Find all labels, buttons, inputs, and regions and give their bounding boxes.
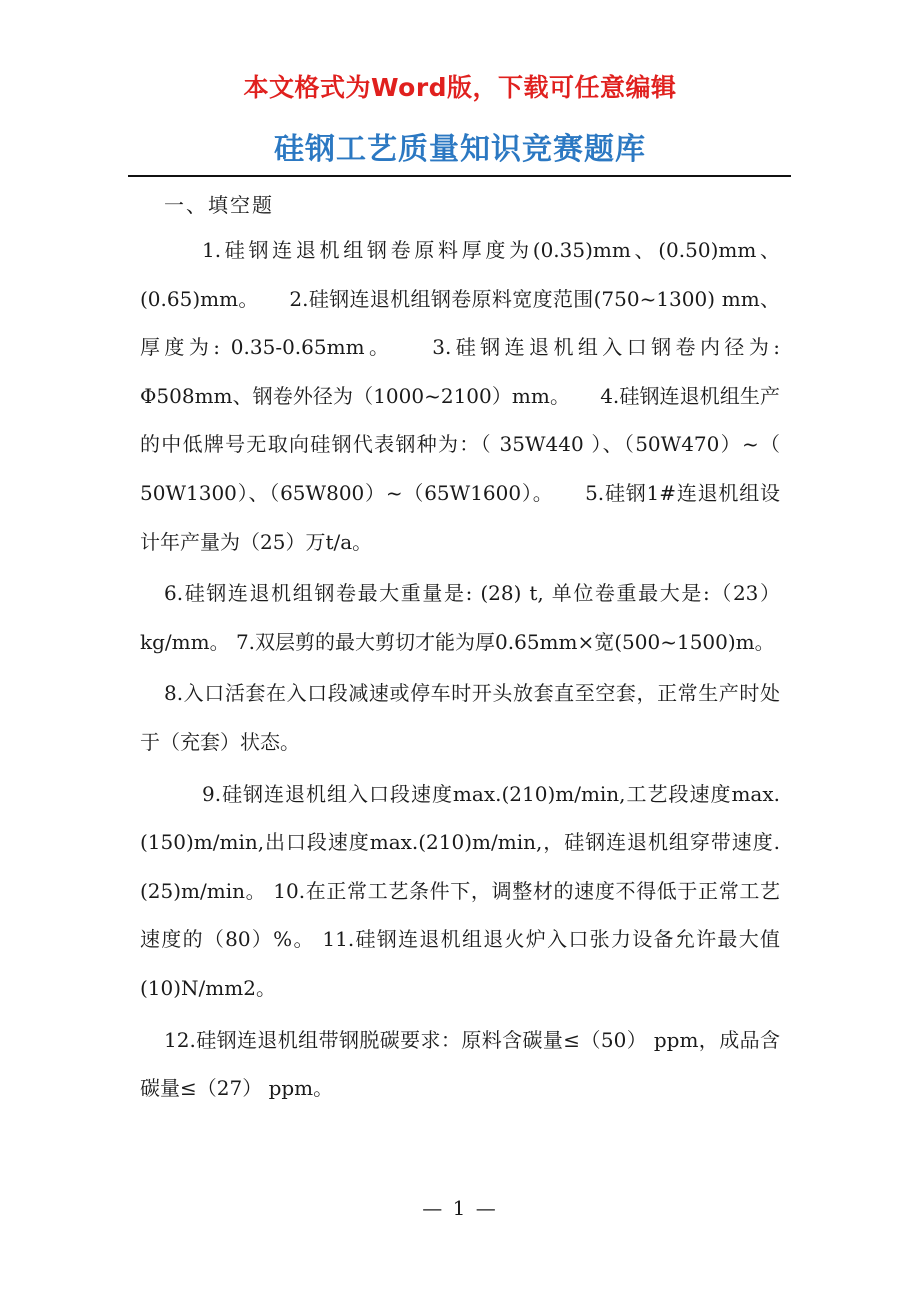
paragraph-q1-5: 1.硅钢连退机组钢卷原料厚度为(0.35)mm、(0.50)mm、(0.65)mm。 2.硅钢连退机组钢卷原料宽度范围(750~1300) mm、厚度为: 0.35-0.65mm。 3.硅钢连退机组入口钢卷内径为: Φ508mm、钢卷外径为（1000~2100）mm。 4.硅钢连退机组生产的中低牌号无取向硅钢代表钢种为：（ 35W440 ）、（50W470）~（ 50W1300）、（65W800）~（65W1600）。 5.硅钢1#连退机组设计年产量为（25）万t/a。 (140, 238, 780, 554)
paragraph-q8: 8.入口活套在入口段减速或停车时开头放套直至空套，正常生产时处于（充套）状态。 (140, 681, 780, 754)
paragraph-q9-11: 9.硅钢连退机组入口段速度max.(210)m/min,工艺段速度max.(150)m/min,出口段速度max.(210)m/min,，硅钢连退机组穿带速度.(25)m/min。 10.在正常工艺条件下，调整材的速度不得低于正常工艺速度的（80）%。 11.硅钢连退机组退火炉入口张力设备允许最大值(10)N/mm2。 (140, 781, 780, 1000)
page-number: — 1 — (422, 1196, 498, 1220)
title-divider (128, 175, 791, 177)
document-body (140, 226, 780, 1116)
section-heading: 一、填空题 (164, 193, 274, 217)
download-notice: 本文格式为Word版，下载可任意编辑 (243, 73, 677, 102)
paragraph-q12: 12.硅钢连退机组带钢脱碳要求：原料含碳量≤（50） ppm，成品含碳量≤（27） ppm。 (140, 1027, 780, 1101)
paragraph-q6-7: 6.硅钢连退机组钢卷最大重量是: (28) t, 单位卷重最大是:（23）kg/mm。 7.双层剪的最大剪切才能为厚0.65mm×宽(500~1500)m。 (140, 581, 780, 654)
document-title: 硅钢工艺质量知识竞赛题库 (274, 132, 646, 167)
